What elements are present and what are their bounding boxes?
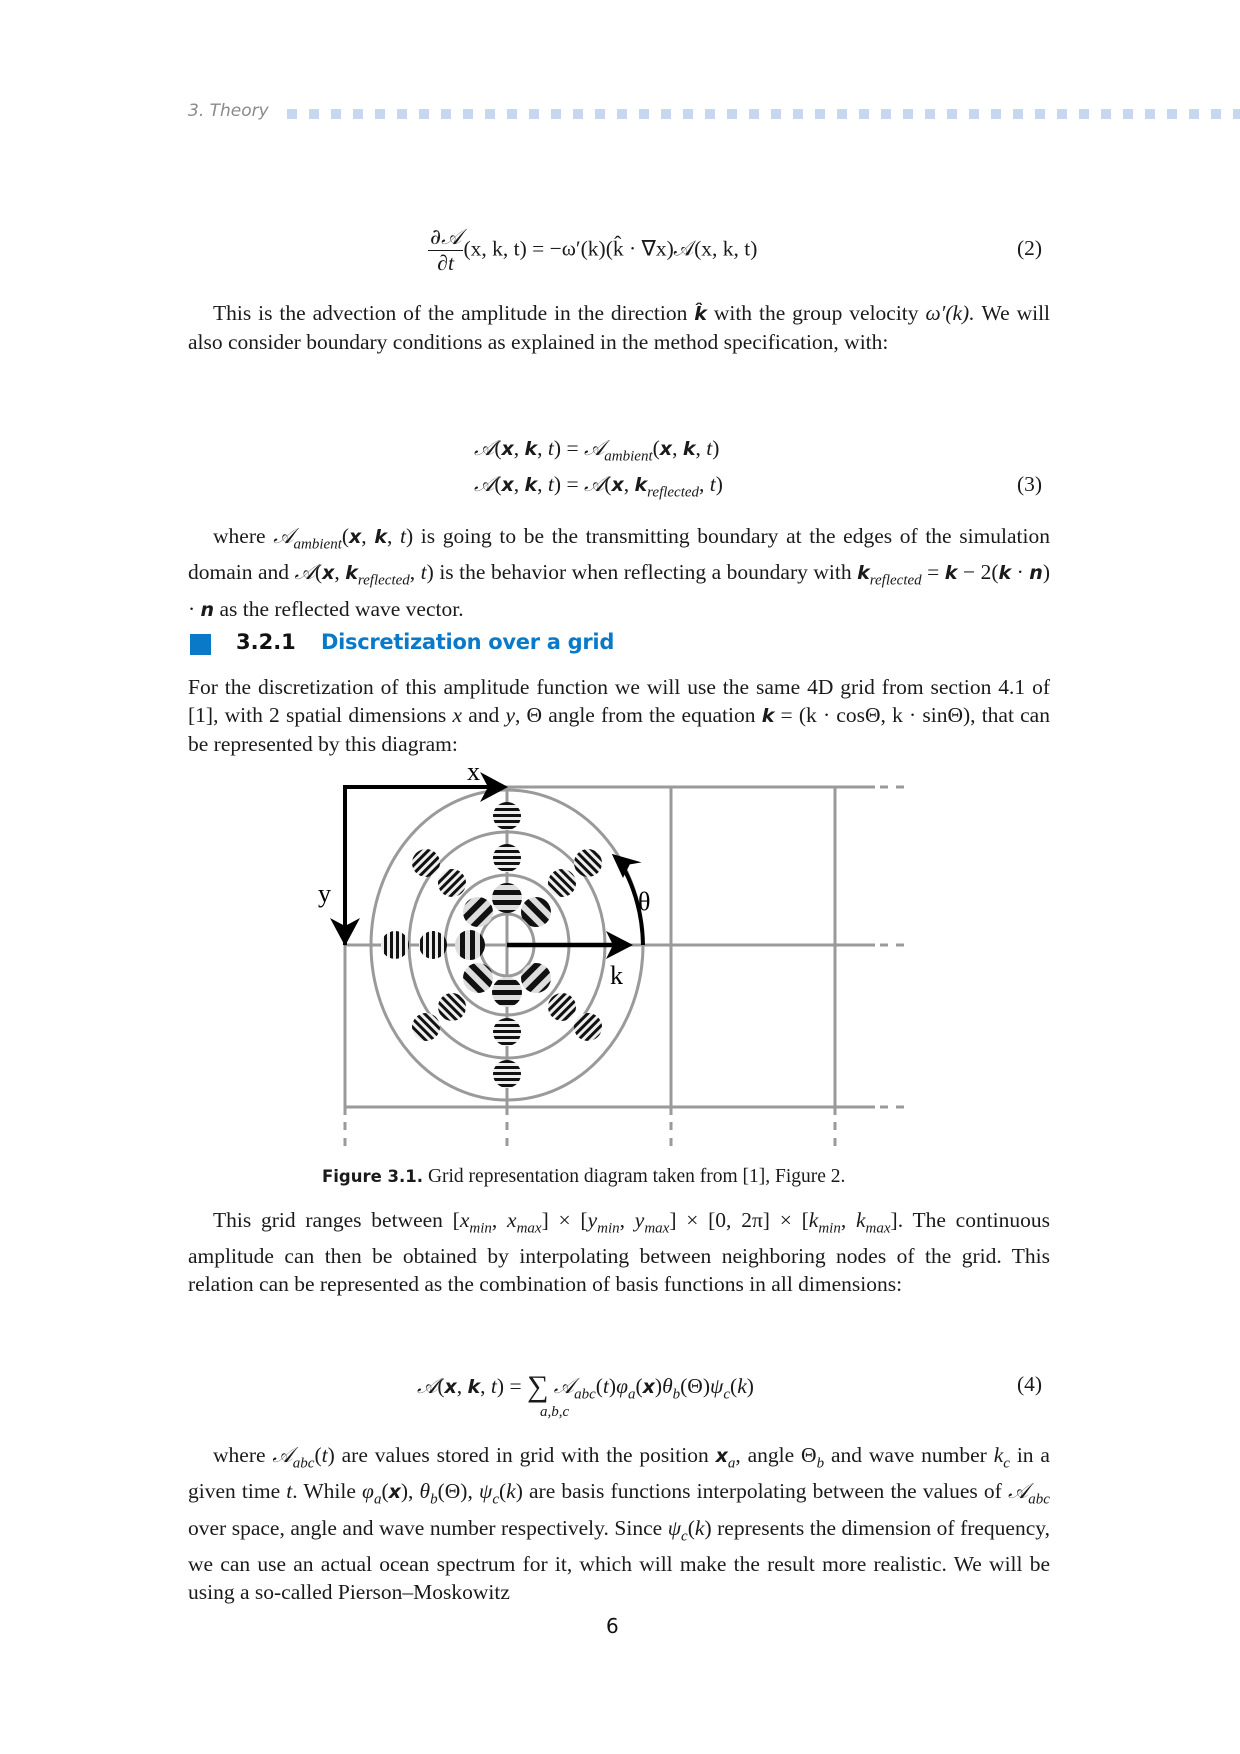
wave-patch — [412, 1013, 440, 1041]
p3-text-c: = (k · cosΘ, k · sinΘ), that can be represented by this diagram: — [188, 703, 1050, 756]
equation-4: 𝒜(x, k, t) = ∑ $𝒜_{abc}(t)\varphi_a(x)\theta_b(\Theta)\psi_c(k)$ — [417, 1370, 754, 1403]
wave-patch — [412, 849, 440, 877]
caption-label: Figure 3.1. — [322, 1167, 424, 1186]
equation-number-4: (4) — [1017, 1372, 1043, 1396]
label-y: y — [318, 879, 331, 908]
p1-text-b: with the group velocity — [706, 301, 926, 325]
equation-number-3: (3) — [1017, 472, 1043, 496]
wave-patch — [438, 993, 466, 1021]
eq2-rhs: = −ω′(k)(k̂ · ∇x)𝒜(x, k, t) — [532, 236, 758, 261]
label-k: k — [610, 961, 623, 990]
wave-patch — [492, 883, 522, 913]
header-dotted-rule — [287, 109, 1240, 119]
p2-text-d: as the reflected wave vector. — [214, 596, 464, 621]
p2-text-b: is going to be the transmitting boundary at the edges of the simulation domain and — [188, 524, 1051, 585]
p2-text-c: is the behavior when reflecting a boundary with — [433, 560, 858, 585]
wave-patch — [548, 993, 576, 1021]
grid-diagram — [318, 757, 930, 1160]
wave-patch — [493, 1060, 521, 1088]
paragraph-advection — [188, 299, 1050, 356]
wave-patch — [463, 963, 493, 993]
wave-patch — [574, 849, 602, 877]
equation-number-2: (2) — [1017, 236, 1043, 260]
p2-text-a: where — [213, 524, 274, 548]
grid-continuation-dashes — [345, 787, 910, 1150]
fraction-denominator: ∂t — [437, 251, 455, 275]
wave-patch — [492, 977, 522, 1007]
wave-patch — [493, 844, 521, 872]
figure-caption — [322, 1166, 845, 1188]
equation-2 — [428, 226, 757, 275]
wave-patch — [493, 802, 521, 830]
running-header: 3. Theory — [188, 101, 269, 121]
paragraph-discretization — [188, 673, 1050, 758]
equation-3-line-2: 𝒜(x, k, t) = 𝒜(x, $k_{reflected}$, t) — [474, 472, 723, 501]
k-hat-symbol: k̂ — [694, 303, 707, 325]
p3-text-a: For the discretization of this amplitude function we will use the same 4D grid from section 4.1 of [1], with 2 spatial dimensions — [188, 675, 1050, 727]
wave-patch — [381, 931, 409, 959]
wave-patch — [521, 897, 551, 927]
wave-patch — [493, 1018, 521, 1046]
var-x: x — [452, 703, 462, 727]
p3-and: and — [462, 703, 506, 727]
eq2-args: (x, k, t) — [463, 236, 527, 261]
sum-symbol: ∑ — [526, 1370, 549, 1403]
equation-3-line-1: 𝒜(x, k, t) = 𝒜$_{ambient}$(x, k, t) — [474, 436, 720, 465]
k-vector-symbol: k — [761, 705, 775, 727]
p3-text-b: , Θ angle from the equation — [514, 703, 762, 727]
wave-patch — [419, 931, 447, 959]
section-number: 3.2.1 — [236, 630, 296, 654]
group-velocity-symbol: ω′(k). — [925, 301, 975, 325]
section-title: Discretization over a grid — [321, 630, 615, 654]
paragraph-boundary: where 𝒜$_{ambient}$(x, k, t) is going to be the transmitting boundary at the edges of the simulation domain and 𝒜(x, $k_{reflected}$, t) is the behavior when reflecting a boundary with $k_{reflected} = k - 2(k \cdot n) \cdot n$ as the reflected wave vector. — [188, 524, 1051, 621]
var-y: y — [505, 703, 515, 727]
label-x: x — [467, 757, 480, 786]
p1-text-a: This is the advection of the amplitude in the direction — [213, 301, 695, 325]
label-theta: θ — [638, 887, 651, 916]
paragraph-grid-range: This grid ranges between [$x_{min}$, $x_{max}] \times [y_{min}$, $y_{max}] \times [0$, $2\pi] \times [k_{min}$, $k_{max}$]. The continuous amplitude can then be obtained by interpolating between neighboring nodes of the grid. This relation can be represented as the combination of basis functions in all dimensions: — [188, 1208, 1051, 1297]
sum-index: a,b,c — [540, 1404, 570, 1420]
wave-patch — [574, 1013, 602, 1041]
caption-text: Grid representation diagram taken from [1], Figure 2. — [423, 1166, 846, 1187]
wave-patch — [521, 963, 551, 993]
paragraph-basis-functions: where 𝒜$_{abc}$(t) are values stored in grid with the position $x_a$, angle $\Theta_b$ and wave number $k_c$ in a given time t. While $\varphi_a(x)$, $\theta_b(\Theta)$, $\psi_c(k)$ are basis functions interpolating between the values of 𝒜$_{abc}$ over space, angle and wave number respectively. Since $\psi_c(k)$ represents the dimension of frequency, we can use an actual ocean spectrum for it, which will make the result more realistic. We will be using a so-called Pierson–Moskowitz — [188, 1443, 1050, 1604]
wave-patch — [463, 897, 493, 927]
fraction-numerator: ∂𝒜 — [430, 225, 462, 250]
partial-fraction — [428, 226, 463, 275]
p1-text-rest: We will also consider boundary conditions as explained in the method specification, with: — [188, 301, 1051, 354]
page-number: 6 — [606, 1614, 619, 1638]
wave-patch — [455, 930, 485, 960]
wave-patch — [438, 869, 466, 897]
wave-patch — [548, 869, 576, 897]
section-marker-icon — [190, 634, 211, 655]
